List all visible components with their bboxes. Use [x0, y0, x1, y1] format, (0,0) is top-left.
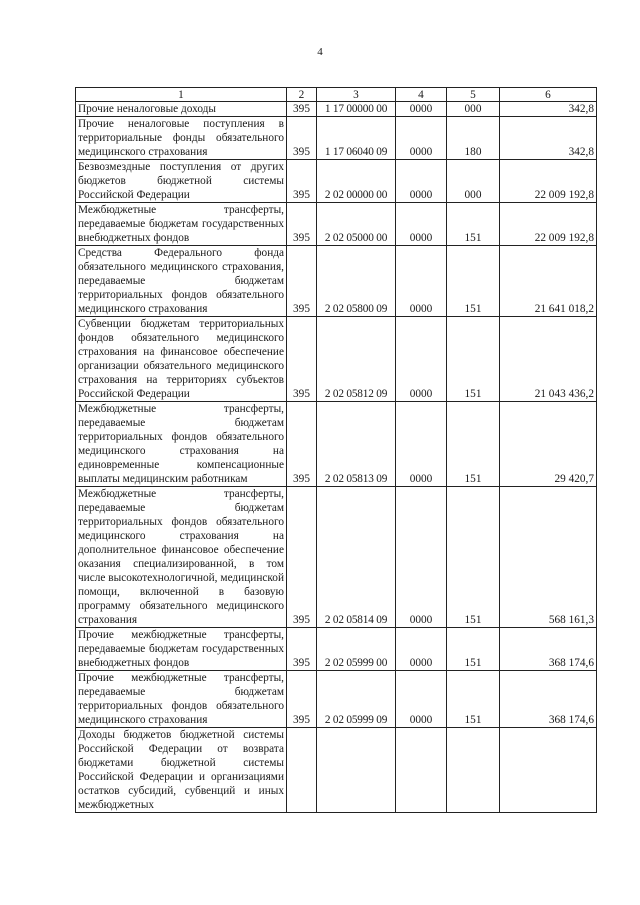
row-revenue-code: 2 02 00000 00 — [317, 160, 396, 203]
row-economic-code: 151 — [447, 402, 500, 487]
row-amount — [500, 728, 597, 813]
row-program-code — [396, 728, 447, 813]
row-description: Средства Федерального фонда обязательного медицинского страхования, передаваемые бюджетам территориальных фондов обязательного медицинского страхования — [76, 246, 287, 317]
row-description: Прочие неналоговые поступления в территориальные фонды обязательного медицинского страхования — [76, 117, 287, 160]
table-row — [76, 671, 597, 728]
table-row — [76, 728, 597, 813]
row-economic-code: 151 — [447, 487, 500, 628]
row-economic-code: 151 — [447, 317, 500, 402]
row-admin-code: 395 — [287, 487, 317, 628]
row-revenue-code: 2 02 05814 09 — [317, 487, 396, 628]
row-economic-code — [447, 728, 500, 813]
row-revenue-code: 1 17 06040 09 — [317, 117, 396, 160]
row-description: Доходы бюджетов бюджетной системы Российской Федерации от возврата бюджетами бюджетной системы Российской Федерации и организациями остатков субсидий, субвенций и иных межбюджетных — [76, 728, 287, 813]
table-row — [76, 402, 597, 487]
row-admin-code: 395 — [287, 102, 317, 117]
row-amount: 29 420,7 — [500, 402, 597, 487]
table-row — [76, 203, 597, 246]
row-description: Прочие межбюджетные трансферты, передаваемые бюджетам территориальных фондов обязательного медицинского страхования — [76, 671, 287, 728]
row-admin-code: 395 — [287, 317, 317, 402]
row-revenue-code — [317, 728, 396, 813]
header-cell-6: 6 — [500, 88, 597, 102]
row-amount: 368 174,6 — [500, 628, 597, 671]
row-program-code: 0000 — [396, 317, 447, 402]
page-number: 4 — [317, 46, 323, 58]
row-economic-code: 180 — [447, 117, 500, 160]
row-revenue-code: 2 02 05000 00 — [317, 203, 396, 246]
row-program-code: 0000 — [396, 160, 447, 203]
row-description: Межбюджетные трансферты, передаваемые бюджетам территориальных фондов обязательного медицинского страхования на дополнительное финансовое обеспечение оказания специализированной, в том числе высокотехнологичной, медицинской помощи, включенной в базовую программу обязательного медицинского страхования — [76, 487, 287, 628]
row-admin-code: 395 — [287, 628, 317, 671]
row-amount: 22 009 192,8 — [500, 203, 597, 246]
table-row — [76, 246, 597, 317]
row-revenue-code: 2 02 05999 00 — [317, 628, 396, 671]
row-program-code: 0000 — [396, 117, 447, 160]
header-cell-5: 5 — [447, 88, 500, 102]
header-cell-2: 2 — [287, 88, 317, 102]
revenue-table — [75, 87, 597, 813]
row-revenue-code: 2 02 05813 09 — [317, 402, 396, 487]
row-amount: 342,8 — [500, 117, 597, 160]
row-description: Межбюджетные трансферты, передаваемые бюджетам территориальных фондов обязательного медицинского страхования на единовременные компенсационные выплаты медицинским работникам — [76, 402, 287, 487]
row-economic-code: 151 — [447, 203, 500, 246]
row-economic-code: 000 — [447, 102, 500, 117]
row-admin-code — [287, 728, 317, 813]
row-description: Безвозмездные поступления от других бюджетов бюджетной системы Российской Федерации — [76, 160, 287, 203]
row-amount: 342,8 — [500, 102, 597, 117]
row-program-code: 0000 — [396, 671, 447, 728]
row-revenue-code: 1 17 00000 00 — [317, 102, 396, 117]
header-row — [76, 88, 597, 102]
table-row — [76, 102, 597, 117]
row-amount: 21 043 436,2 — [500, 317, 597, 402]
row-admin-code: 395 — [287, 402, 317, 487]
row-description: Прочие межбюджетные трансферты, передаваемые бюджетам государственных внебюджетных фондов — [76, 628, 287, 671]
row-program-code: 0000 — [396, 102, 447, 117]
row-admin-code: 395 — [287, 160, 317, 203]
row-description: Межбюджетные трансферты, передаваемые бюджетам государственных внебюджетных фондов — [76, 203, 287, 246]
row-economic-code: 151 — [447, 628, 500, 671]
row-admin-code: 395 — [287, 246, 317, 317]
row-amount: 22 009 192,8 — [500, 160, 597, 203]
row-revenue-code: 2 02 05800 09 — [317, 246, 396, 317]
row-program-code: 0000 — [396, 402, 447, 487]
row-amount: 568 161,3 — [500, 487, 597, 628]
table-row — [76, 117, 597, 160]
row-revenue-code: 2 02 05812 09 — [317, 317, 396, 402]
header-cell-3: 3 — [317, 88, 396, 102]
header-cell-1: 1 — [76, 88, 287, 102]
row-description: Субвенции бюджетам территориальных фондов обязательного медицинского страхования на финансовое обеспечение организации обязательного медицинского страхования на территориях субъектов Российской Федерации — [76, 317, 287, 402]
row-admin-code: 395 — [287, 117, 317, 160]
row-revenue-code: 2 02 05999 09 — [317, 671, 396, 728]
row-amount: 368 174,6 — [500, 671, 597, 728]
row-amount: 21 641 018,2 — [500, 246, 597, 317]
row-description: Прочие неналоговые доходы — [76, 102, 287, 117]
row-program-code: 0000 — [396, 628, 447, 671]
row-economic-code: 151 — [447, 246, 500, 317]
row-program-code: 0000 — [396, 246, 447, 317]
table-row — [76, 487, 597, 628]
row-program-code: 0000 — [396, 487, 447, 628]
row-economic-code: 000 — [447, 160, 500, 203]
table-row — [76, 160, 597, 203]
row-program-code: 0000 — [396, 203, 447, 246]
row-admin-code: 395 — [287, 203, 317, 246]
row-economic-code: 151 — [447, 671, 500, 728]
table-row — [76, 628, 597, 671]
header-cell-4: 4 — [396, 88, 447, 102]
row-admin-code: 395 — [287, 671, 317, 728]
table-row — [76, 317, 597, 402]
